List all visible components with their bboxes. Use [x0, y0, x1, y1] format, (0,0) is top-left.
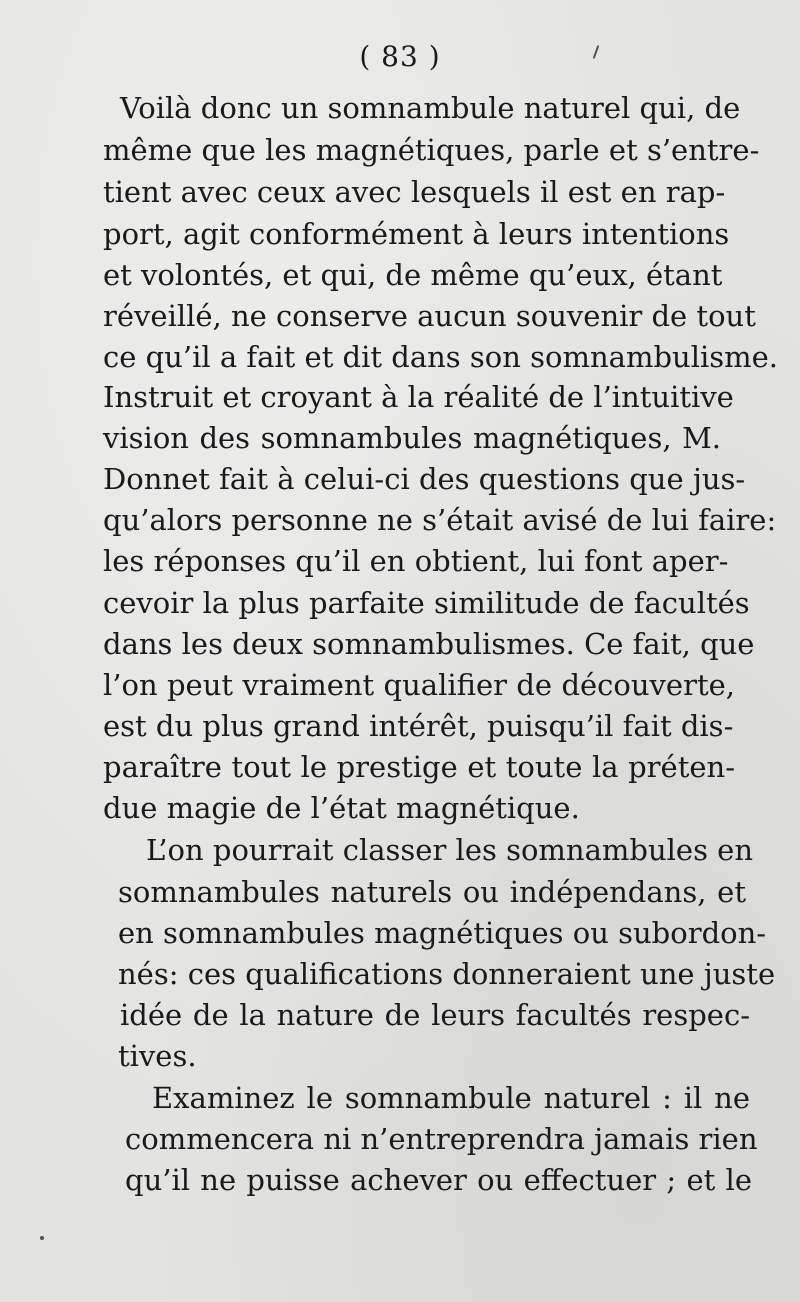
text-line: port, agit conformément à leurs intentions	[103, 217, 730, 251]
text-line: en somnambules magnétiques ou subordon-	[118, 916, 767, 950]
text-line: même que les magnétiques, parle et s’entre-	[103, 133, 760, 167]
text-line: L’on pourrait classer les somnambules en	[146, 833, 754, 867]
scan-speck	[40, 1236, 44, 1240]
text-line: dans les deux somnambulismes. Ce fait, que	[103, 627, 755, 661]
page-number: ( 83 )	[359, 40, 441, 73]
text-line: Voilà donc un somnambule naturel qui, de	[120, 91, 741, 125]
text-line: tient avec ceux avec lesquels il est en rap-	[103, 175, 726, 209]
text-line: nés: ces qualifications donneraient une juste	[118, 957, 776, 991]
text-line: Instruit et croyant à la réalité de l’intuitive	[103, 380, 734, 414]
text-line: vision des somnambules magnétiques, M.	[103, 421, 721, 455]
text-line: Examinez le somnambule naturel : il ne	[152, 1081, 750, 1115]
text-line: est du plus grand intérêt, puisqu’il fait dis-	[103, 709, 734, 743]
text-line: les réponses qu’il en obtient, lui font aper-	[103, 544, 729, 578]
text-line: ce qu’il a fait et dit dans son somnambulisme.	[103, 340, 779, 374]
text-line: due magie de l’état magnétique.	[103, 791, 580, 825]
text-line: paraître tout le prestige et toute la préten-	[103, 750, 735, 784]
text-line: commencera ni n’entreprendra jamais rien	[125, 1122, 758, 1156]
text-line: qu’il ne puisse achever ou effectuer ; et le	[125, 1163, 752, 1197]
text-line: et volontés, et qui, de même qu’eux, étant	[103, 258, 723, 292]
text-line: Donnet fait à celui-ci des questions que jus-	[103, 462, 746, 496]
text-line: réveillé, ne conserve aucun souvenir de tout	[103, 299, 756, 333]
text-line: cevoir la plus parfaite similitude de facultés	[103, 586, 750, 620]
text-line: idée de la nature de leurs facultés respec-	[120, 998, 750, 1032]
text-line: l’on peut vraiment qualifier de découverte,	[103, 668, 735, 702]
text-line: tives.	[118, 1039, 197, 1073]
text-line: somnambules naturels ou indépendans, et	[118, 875, 746, 909]
text-line: qu’alors personne ne s’était avisé de lui faire:	[103, 503, 777, 537]
